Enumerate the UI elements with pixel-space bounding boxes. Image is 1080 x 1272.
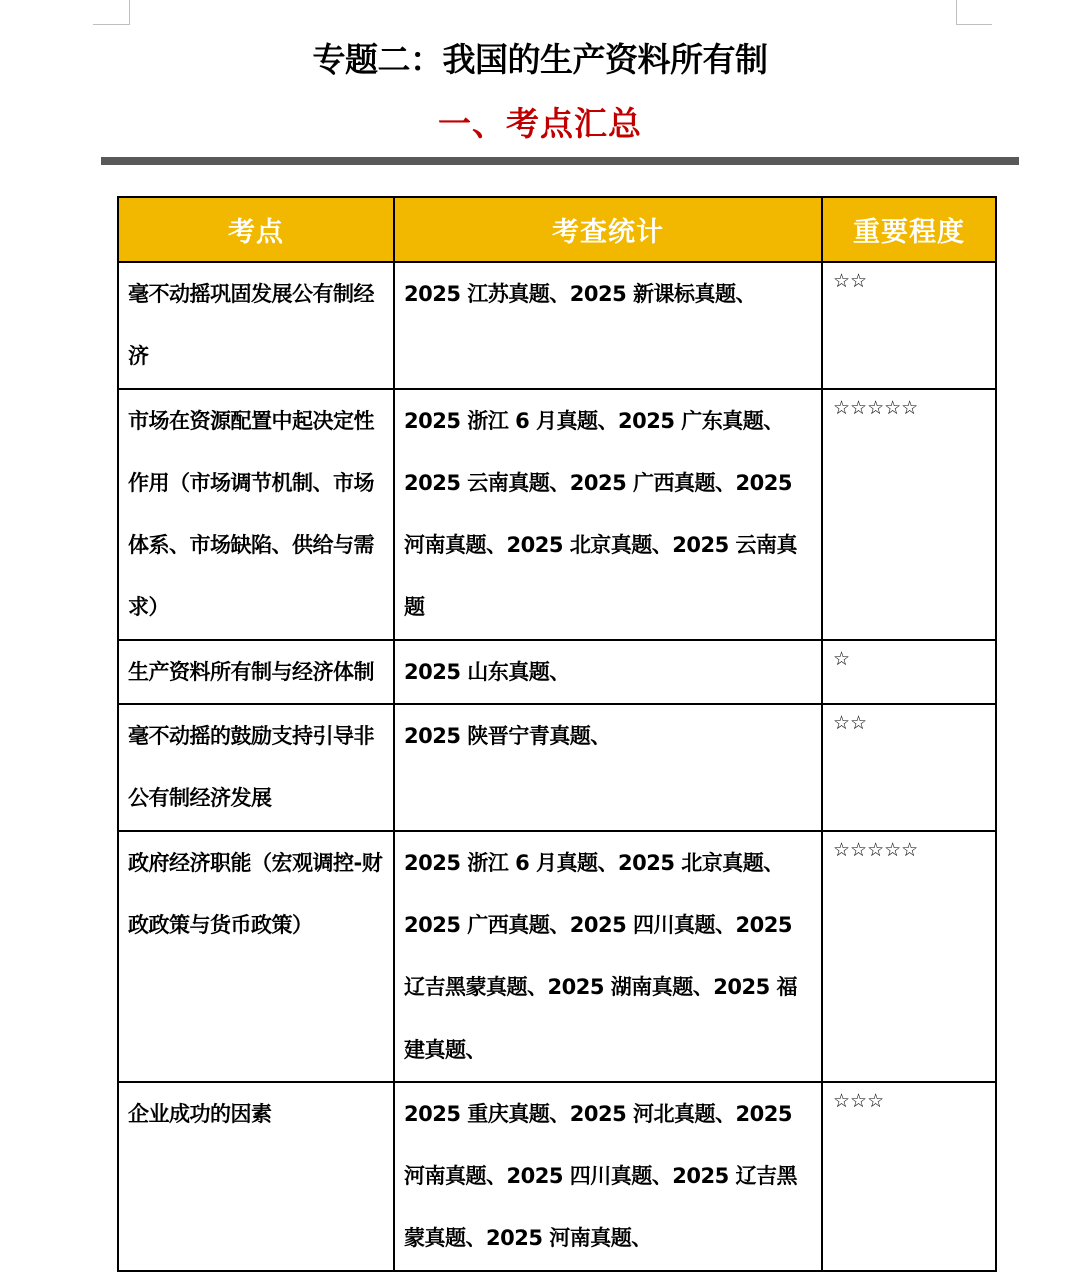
stats-cell: 2025 陕晋宁青真题、 bbox=[394, 704, 822, 831]
importance-stars: ☆☆☆☆☆ bbox=[822, 831, 996, 1082]
table-row bbox=[118, 704, 996, 831]
importance-stars: ☆☆☆ bbox=[822, 1082, 996, 1271]
topic-cell: 毫不动摇巩固发展公有制经济 bbox=[118, 262, 394, 389]
table-header-row bbox=[118, 197, 996, 262]
stats-cell: 2025 浙江 6 月真题、2025 广东真题、2025 云南真题、2025 广西真题、2025 河南真题、2025 北京真题、2025 云南真题 bbox=[394, 389, 822, 640]
importance-stars: ☆☆☆☆☆ bbox=[822, 389, 996, 640]
header-topic: 考点 bbox=[118, 197, 394, 262]
importance-stars: ☆☆ bbox=[822, 262, 996, 389]
table-row bbox=[118, 262, 996, 389]
crop-mark-top-left bbox=[93, 0, 130, 25]
table-row bbox=[118, 640, 996, 704]
topic-cell: 政府经济职能（宏观调控-财政政策与货币政策） bbox=[118, 831, 394, 1082]
header-importance: 重要程度 bbox=[822, 197, 996, 262]
stats-cell: 2025 浙江 6 月真题、2025 北京真题、2025 广西真题、2025 四川真题、2025 辽吉黑蒙真题、2025 湖南真题、2025 福建真题、 bbox=[394, 831, 822, 1082]
title-divider bbox=[101, 157, 1019, 165]
table-row bbox=[118, 1082, 996, 1271]
header-stats: 考查统计 bbox=[394, 197, 822, 262]
importance-stars: ☆☆ bbox=[822, 704, 996, 831]
importance-stars: ☆ bbox=[822, 640, 996, 704]
stats-cell: 2025 江苏真题、2025 新课标真题、 bbox=[394, 262, 822, 389]
page-title: 专题二：我国的生产资料所有制 bbox=[312, 40, 768, 79]
table-row bbox=[118, 831, 996, 1082]
section-title: 一、考点汇总 bbox=[438, 104, 642, 143]
topic-cell: 毫不动摇的鼓励支持引导非公有制经济发展 bbox=[118, 704, 394, 831]
table-row bbox=[118, 389, 996, 640]
stats-cell: 2025 山东真题、 bbox=[394, 640, 822, 704]
topic-cell: 企业成功的因素 bbox=[118, 1082, 394, 1271]
crop-mark-top-right bbox=[956, 0, 992, 25]
stats-cell: 2025 重庆真题、2025 河北真题、2025 河南真题、2025 四川真题、2025 辽吉黑蒙真题、2025 河南真题、 bbox=[394, 1082, 822, 1271]
topic-cell: 生产资料所有制与经济体制 bbox=[118, 640, 394, 704]
exam-points-table bbox=[117, 196, 997, 1272]
topic-cell: 市场在资源配置中起决定性作用（市场调节机制、市场体系、市场缺陷、供给与需求） bbox=[118, 389, 394, 640]
